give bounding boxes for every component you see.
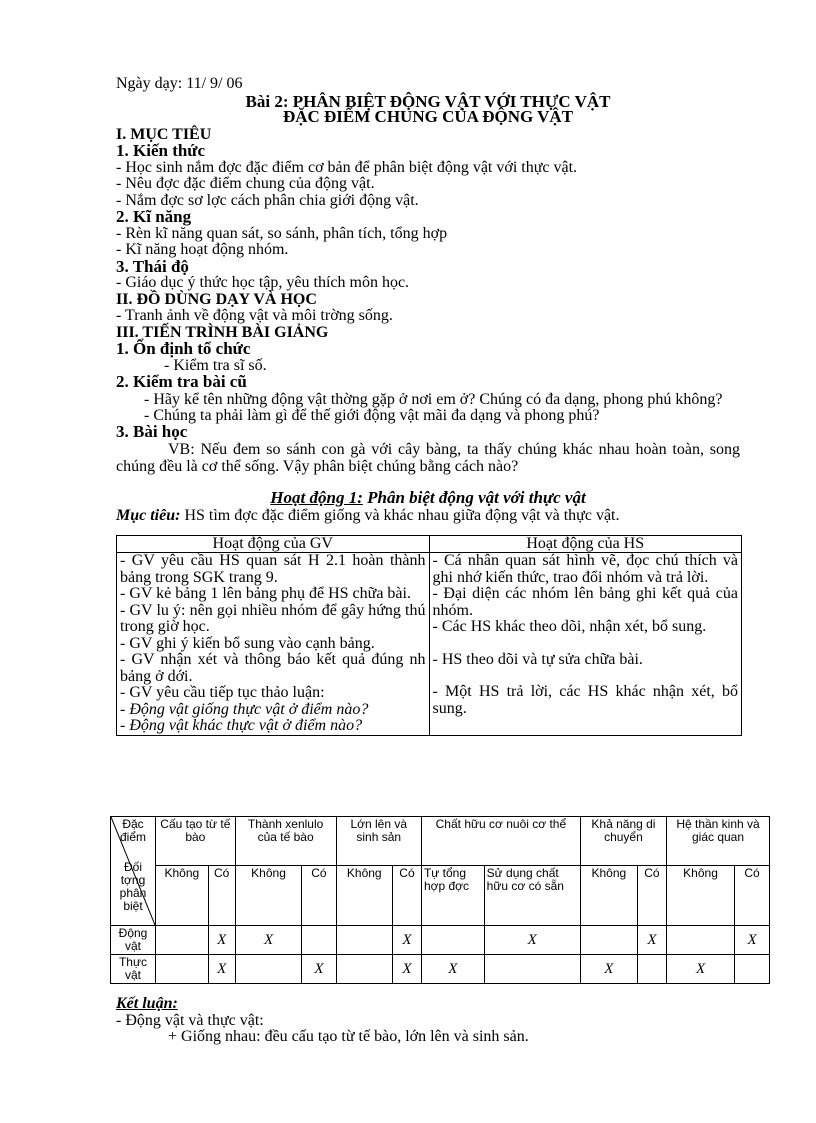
skills-item-2: - Kĩ năng hoạt động nhóm. [116, 241, 289, 258]
teacher-question-2: - Động vật khác thực vật ở điểm nào? [120, 717, 363, 734]
row-label-plant: Thực vật [111, 955, 156, 984]
subsection-class-order: 1. Ổn định tổ chức [116, 339, 251, 358]
table-cell [735, 955, 770, 984]
subsection-lesson: 3. Bài học [116, 422, 188, 441]
conclusion-section [116, 996, 756, 1046]
activity-heading [116, 489, 740, 507]
sub-header: Có [637, 866, 666, 926]
subsection-knowledge: 1. Kiến thức [116, 141, 206, 160]
materials-item-1: - Tranh ảnh về động vật và môi trờng sống. [116, 307, 393, 324]
row-label-animal: Động vật [111, 926, 156, 955]
group-growth-reproduction: Lớn lên và sinh sản [336, 817, 421, 866]
table-cell [484, 955, 580, 984]
conclusion-line-2: + Giống nhau: đều cấu tạo từ tế bào, lớn lên và sinh sản. [168, 1028, 529, 1045]
table-cell: X [421, 955, 484, 984]
knowledge-item-1: - Học sinh nắm đợc đặc điểm cơ bản để phân biệt động vật với thực vật. [116, 158, 578, 176]
review-question-2: - Chúng ta phải làm gì để thế giới động vật mãi đa dạng và phong phú? [144, 406, 600, 424]
subsection-skills: 2. Kĩ năng [116, 207, 192, 226]
table-cell [302, 926, 336, 955]
table-cell: X [393, 955, 422, 984]
subsection-attitude: 3. Thái độ [116, 256, 189, 276]
teacher-step-1: - GV yêu cầu HS quan sát H 2.1 hoàn thành bảng trong SGK trang 9. [120, 552, 426, 586]
sub-header: Không [235, 866, 302, 926]
table-cell [156, 926, 209, 955]
sub-header: Có [393, 866, 422, 926]
lesson-title-line1: Bài 2: PHÂN BIỆT ĐỘNG VẬT VỚI THỰC VẬT [245, 91, 611, 111]
table-cell [156, 955, 209, 984]
sub-header: Tự tổng hợp đợc [421, 866, 484, 926]
table-cell: X [484, 926, 580, 955]
sub-header: Không [156, 866, 209, 926]
table-cell: X [735, 926, 770, 955]
student-step-3: - Các HS khác theo dõi, nhận xét, bổ sung. [432, 618, 707, 635]
table-cell: X [235, 926, 302, 955]
table-cell [235, 955, 302, 984]
group-nervous-system: Hệ thần kinh và giác quan [667, 817, 770, 866]
lesson-intro: VB: Nếu đem so sánh con gà với cây bàng, ta thấy chúng khác nhau hoàn toàn, song chúng đều là cơ thể sống. Vậy phân biệt chúng bằng cách nào? [116, 440, 740, 475]
table-cell: X [667, 955, 735, 984]
teacher-activity-cell [117, 553, 430, 736]
group-cell-structure: Cấu tạo từ tế bào [156, 817, 236, 866]
student-step-1: - Cá nhân quan sát hình vẽ, đọc chú thích và ghi nhớ kiến thức, trao đổi nhóm và trả lời. [432, 552, 738, 586]
table-cell: X [208, 955, 235, 984]
section-objectives: I. MỤC TIÊU [116, 125, 212, 143]
table-cell [580, 926, 637, 955]
conclusion-label: Kết luận: [116, 995, 178, 1012]
table-cell [637, 955, 666, 984]
section-materials: II. ĐỒ DÙNG DẠY VÀ HỌC [116, 290, 317, 308]
activity-goal [116, 507, 740, 525]
lesson-plan-page [116, 76, 740, 736]
teacher-step-4: - GV ghi ý kiến bổ sung vào cạnh bảng. [120, 634, 375, 652]
student-activity-cell [429, 553, 742, 736]
table-cell: X [302, 955, 336, 984]
section-procedure: III. TIẾN TRÌNH BÀI GIẢNG [116, 323, 329, 341]
table-cell: X [208, 926, 235, 955]
activity-heading-title: Phân biệt động vật với thực vật [362, 487, 586, 507]
comparison-table [110, 816, 770, 984]
corner-subject-label: Đối tợng phân biệt [119, 860, 147, 913]
table-cell [421, 926, 484, 955]
table-cell: X [393, 926, 422, 955]
teacher-step-2: - GV kẻ bảng 1 lên bảng phụ để HS chữa bài. [120, 585, 411, 602]
student-step-2: - Đại diện các nhóm lên bảng ghi kết quả của nhóm. [432, 585, 738, 619]
sub-header: Có [735, 866, 770, 926]
activity-goal-label: Mục tiêu: [116, 506, 181, 524]
corner-feature-label: Đặc điểm [119, 817, 146, 844]
comparison-corner-cell [111, 817, 156, 926]
student-step-5: - Một HS trả lời, các HS khác nhận xét, bổ sung. [432, 683, 738, 717]
class-order-item: - Kiểm tra sĩ số. [164, 356, 267, 374]
sub-header: Có [302, 866, 336, 926]
table-cell [336, 926, 392, 955]
teacher-step-3: - GV lu ý: nên gọi nhiều nhóm để gây hứng thú trong giờ học. [120, 601, 426, 635]
sub-header: Không [336, 866, 392, 926]
knowledge-item-3: - Nắm đợc sơ lợc cách phân chia giới động vật. [116, 191, 419, 209]
student-step-4: - HS theo dõi và tự sửa chữa bài. [432, 650, 643, 668]
group-mobility: Khả năng di chuyển [580, 817, 666, 866]
activity-table [116, 535, 742, 736]
student-column-header: Hoạt động của HS [429, 535, 742, 553]
table-cell: X [637, 926, 666, 955]
activity-heading-number: Hoạt động 1: [270, 487, 363, 507]
teacher-column-header: Hoạt động của GV [117, 535, 430, 553]
lesson-title-line2: ĐẶC ĐIỂM CHUNG CỦA ĐỘNG VẬT [282, 106, 574, 126]
skills-item-1: - Rèn kĩ năng quan sát, so sánh, phân tích, tổng hợp [116, 224, 448, 242]
teacher-step-6: - GV yêu cầu tiếp tục thảo luận: [120, 684, 325, 701]
sub-header: Sử dụng chất hữu cơ có sẵn [484, 866, 580, 926]
sub-header: Có [208, 866, 235, 926]
table-cell [336, 955, 392, 984]
group-organic-nutrition: Chất hữu cơ nuôi cơ thể [421, 817, 580, 866]
review-question-1: - Hãy kể tên những động vật thờng gặp ở nơi em ở? Chúng có đa dạng, phong phú không? [144, 390, 723, 408]
activity-goal-text: HS tìm đợc đặc điểm giống và khác nhau giữa động vật và thực vật. [180, 506, 620, 524]
group-cellulose-wall: Thành xenlulo của tế bào [235, 817, 336, 866]
teaching-date: Ngày dạy: 11/ 9/ 06 [116, 75, 243, 92]
teacher-step-5: - GV nhận xét và thông báo kết quả đúng nh bảng ở dới. [120, 651, 426, 685]
attitude-item-1: - Giáo dục ý thức học tập, yêu thích môn học. [116, 274, 410, 291]
knowledge-item-2: - Nêu đợc đặc điểm chung của động vật. [116, 175, 375, 192]
sub-header: Không [667, 866, 735, 926]
subsection-review: 2. Kiểm tra bài cũ [116, 372, 247, 391]
teacher-question-1: - Động vật giống thực vật ở điểm nào? [120, 700, 369, 718]
conclusion-line-1: - Động vật và thực vật: [116, 1011, 264, 1029]
table-cell [667, 926, 735, 955]
table-cell: X [580, 955, 637, 984]
sub-header: Không [580, 866, 637, 926]
